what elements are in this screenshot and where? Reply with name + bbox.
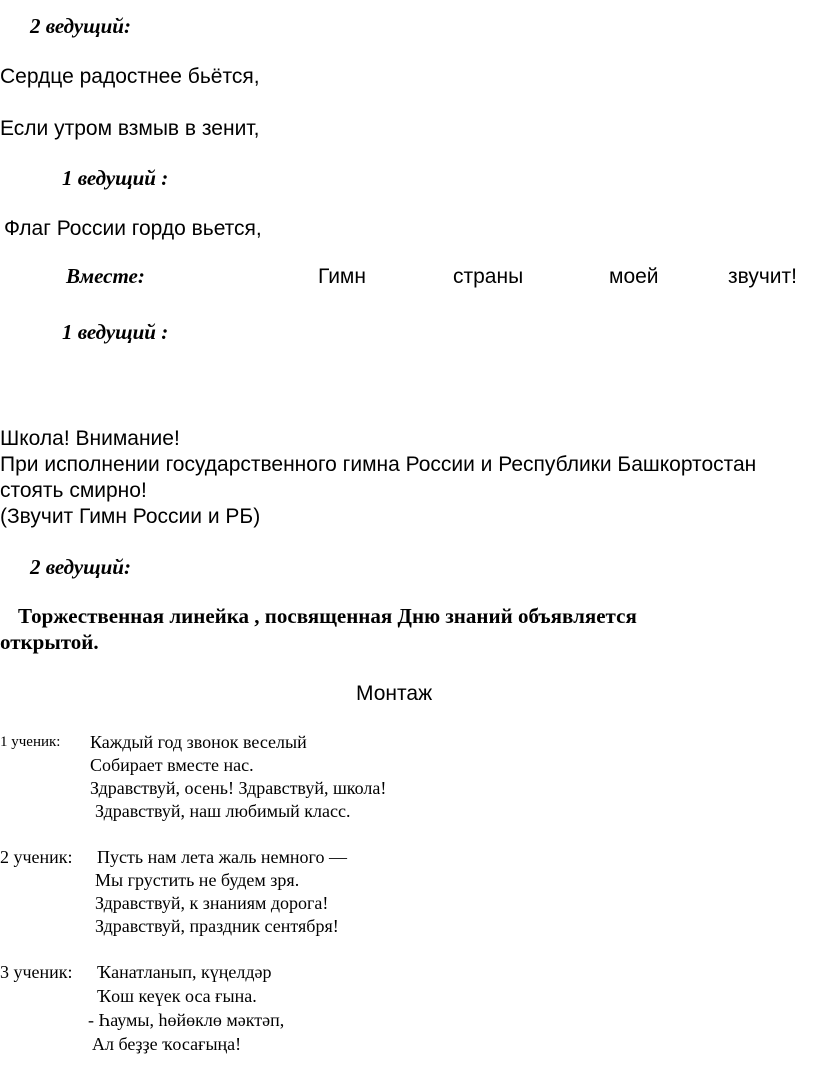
student-3-line-2: Ҡош кеүек оса ғына. [97, 986, 257, 1006]
verse-line-3: Флаг России гордо вьется, [4, 217, 262, 240]
together-word-4: звучит! [728, 265, 797, 288]
host-1-heading: 1 ведущий : [62, 166, 169, 190]
announce-line-1: Школа! Внимание! [0, 427, 180, 450]
together-label: Вместе: [66, 264, 145, 288]
opening-line-2: открытой. [0, 630, 99, 654]
together-word-3: моей [609, 265, 659, 288]
student-3-line-3: - Һаумы, һөйөклө мәктәп, [88, 1010, 285, 1030]
student-2-line-4: Здравствуй, праздник сентября! [95, 916, 339, 936]
student-2-line-1: Пусть нам лета жаль немного — [97, 847, 347, 867]
student-3-line-1: Ҡанатланып, күңелдәр [97, 962, 272, 982]
host-2-heading: 2 ведущий: [30, 14, 131, 38]
verse-line-1: Сердце радостнее бьётся, [0, 65, 260, 88]
student-2-line-3: Здравствуй, к знаниям дорога! [95, 893, 329, 913]
verse-line-2: Если утром взмыв в зенит, [0, 117, 260, 140]
announce-line-2: При исполнении государственного гимна России и Республики Башкортостан [0, 453, 757, 476]
student-2-label: 2 ученик: [0, 847, 73, 867]
student-1-label: 1 ученик: [0, 734, 61, 750]
together-word-2: страны [453, 265, 524, 288]
host-2-heading-second: 2 ведущий: [30, 555, 131, 579]
student-1-line-2: Собирает вместе нас. [90, 755, 254, 775]
student-3-label: 3 ученик: [0, 962, 73, 982]
montage-title: Монтаж [356, 682, 433, 705]
student-1-line-1: Каждый год звонок веселый [90, 732, 307, 752]
student-1-line-4: Здравствуй, наш любимый класс. [95, 801, 351, 821]
host-1-heading-second: 1 ведущий : [62, 320, 169, 344]
opening-line-1: Торжественная линейка , посвященная Дню знаний объявляется [18, 604, 637, 628]
student-1-line-3: Здравствуй, осень! Здравствуй, школа! [90, 778, 387, 798]
student-3-line-4: Ал беҙҙе ҡосағыңа! [92, 1034, 242, 1054]
student-2-line-2: Мы грустить не будем зря. [95, 870, 300, 890]
announce-line-4: (Звучит Гимн России и РБ) [0, 505, 261, 528]
together-word-1: Гимн [318, 265, 366, 288]
announce-line-3: стоять смирно! [0, 479, 147, 502]
